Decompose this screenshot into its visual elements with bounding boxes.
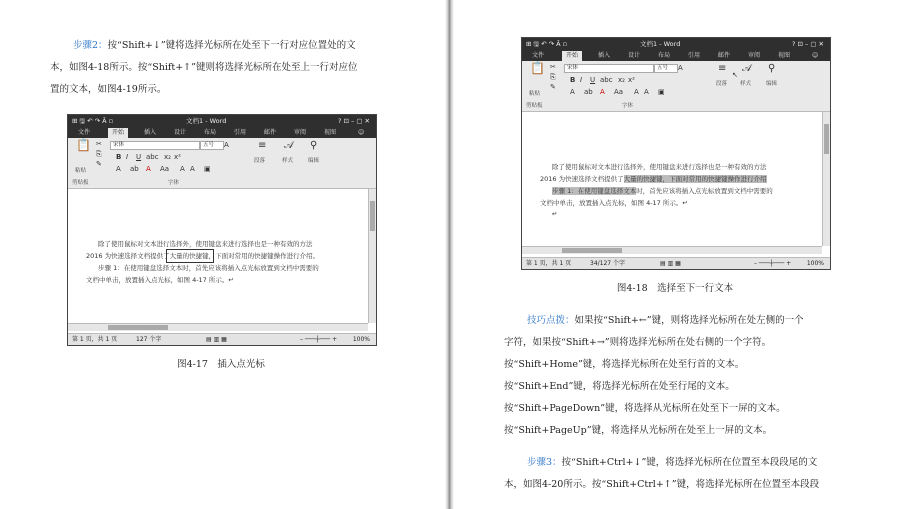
- window-controls[interactable]: ? ⊡ – ▢ ✕: [338, 117, 370, 125]
- tab-references[interactable]: 引用: [234, 129, 247, 136]
- change-case-icon[interactable]: A: [224, 141, 229, 149]
- italic-icon[interactable]: I: [580, 76, 583, 84]
- subscript-icon[interactable]: x₂: [618, 76, 625, 84]
- selection: 大量的快捷键，下面对常用的快捷键操作进行介绍: [623, 175, 767, 183]
- superscript-icon[interactable]: x²: [628, 76, 635, 84]
- zoom-level: 100%: [806, 260, 824, 267]
- zoom-slider[interactable]: – ───┼─── +: [754, 260, 792, 267]
- smiley-icon[interactable]: ☺: [358, 129, 365, 136]
- clipboard-group-label: 剪贴板: [72, 180, 89, 186]
- tab-mailings[interactable]: 邮件: [264, 129, 277, 136]
- superscript-icon[interactable]: x²: [174, 153, 181, 161]
- figure-caption-4-17: 图4-17 插入点光标: [177, 359, 265, 370]
- status-bar: [68, 333, 376, 345]
- text-effects-icon[interactable]: A: [570, 88, 575, 96]
- format-painter-icon[interactable]: ✎: [550, 83, 556, 91]
- shrink-font-icon[interactable]: A: [190, 165, 195, 173]
- scroll-thumb[interactable]: [824, 124, 829, 154]
- tips-line-2: 字符，如果按“Shift+→”则将选择光标所在处右侧的一个字符。: [504, 337, 772, 348]
- tips-line-6: 按“Shift+PageUp”键，将选择从光标所在处至上一屏的文本。: [504, 425, 773, 436]
- bold-icon[interactable]: B: [570, 76, 576, 84]
- font-name-box[interactable]: 宋体: [564, 64, 654, 73]
- find-icon[interactable]: ⚲: [768, 63, 776, 74]
- scroll-thumb[interactable]: [370, 201, 375, 231]
- quick-access-toolbar[interactable]: ⊞ 🖫 ↶ ↷ Ā ▫: [526, 40, 568, 48]
- change-case-aa-icon[interactable]: Aa: [614, 88, 624, 96]
- tips-line-3: 按“Shift+Home”键，将选择光标所在处至行首的文本。: [504, 359, 745, 370]
- font-group-label: 字体: [622, 103, 634, 109]
- tab-home[interactable]: 开始: [108, 128, 128, 138]
- font-size-box[interactable]: 五号: [200, 141, 224, 150]
- step2-line-1: 步骤2：按“Shift+↓”键将选择光标所在处至下一行对应位置处的文: [73, 40, 356, 51]
- figure-caption-4-18: 图4-18 选择至下一行文本: [616, 283, 734, 294]
- step2-line-3: 置的文本，如图4-19所示。: [50, 84, 167, 95]
- change-case-icon[interactable]: A: [678, 64, 683, 72]
- font-color-icon[interactable]: A: [146, 165, 151, 173]
- tips-line-5: 按“Shift+PageDown”键，将选择从光标所在处至下一屏的文本。: [504, 403, 786, 414]
- copy-icon[interactable]: ⎘: [550, 73, 556, 81]
- step3-line-1: 步骤3：按“Shift+Ctrl+↓”键，将选择光标所在位置至本段段尾的文: [527, 457, 818, 468]
- format-painter-icon[interactable]: ✎: [96, 160, 102, 168]
- cut-icon[interactable]: ✂: [550, 63, 556, 71]
- grow-font-icon[interactable]: A: [634, 88, 639, 96]
- styles-icon[interactable]: 𝒜: [742, 63, 752, 74]
- strikethrough-icon[interactable]: abc: [600, 76, 613, 84]
- left-page: [0, 0, 445, 509]
- underline-icon[interactable]: U: [590, 76, 596, 84]
- tab-file[interactable]: 文件: [532, 52, 545, 59]
- doc-line-1: 除了使用鼠标对文本进行选择外，使用键盘来进行选择也是一种有效的方法: [552, 163, 767, 171]
- highlight-icon[interactable]: ab: [130, 165, 139, 173]
- editing-group-label: 编辑: [766, 81, 778, 87]
- char-border-icon[interactable]: ▣: [658, 88, 665, 96]
- quick-access-toolbar[interactable]: ⊞ 🖫 ↶ ↷ Ā ▫: [72, 117, 114, 125]
- styles-icon[interactable]: 𝒜: [284, 140, 294, 151]
- status-page: 第 1 页，共 1 页: [526, 260, 572, 267]
- horizontal-scrollbar[interactable]: [68, 323, 368, 331]
- change-case-aa-icon[interactable]: Aa: [160, 165, 170, 173]
- bold-icon[interactable]: B: [116, 153, 122, 161]
- doc-line-4: 文档中单击，放置插入点光标，如图 4-17 所示。↵: [540, 199, 688, 207]
- document-area[interactable]: [522, 112, 822, 246]
- hscroll-thumb[interactable]: [562, 248, 622, 253]
- window-title: 文档1 - Word: [640, 40, 681, 48]
- status-bar: [522, 257, 830, 269]
- clipboard-group-label: 剪贴板: [526, 103, 543, 109]
- title-bar: [522, 38, 830, 50]
- char-border-icon[interactable]: ▣: [204, 165, 211, 173]
- paragraph-icon[interactable]: ≡: [718, 63, 727, 74]
- styles-group-label: 样式: [282, 158, 294, 164]
- tab-insert[interactable]: 插入: [144, 129, 157, 136]
- doc-line-2: 2016 为快速选择文档提供了大量的快捷键，下面对常用的快捷键操作进行介绍: [540, 175, 767, 183]
- tab-references[interactable]: 引用: [688, 52, 701, 59]
- font-color-icon[interactable]: A: [600, 88, 605, 96]
- view-buttons[interactable]: ▤ ▥ ▦: [206, 336, 227, 343]
- cut-icon[interactable]: ✂: [96, 140, 102, 148]
- doc-line-2: 2016 为快速选择文档提供了大量的快捷键，下面对常用的快捷键操作进行介绍。: [86, 252, 320, 260]
- selection: 步骤 1：在使用键盘选择文本: [552, 187, 637, 195]
- step3-label: 步骤3：: [527, 457, 562, 468]
- tab-review[interactable]: 审阅: [294, 129, 307, 136]
- paste-label: 粘贴: [75, 168, 87, 174]
- styles-group-label: 样式: [740, 81, 752, 87]
- right-page: [454, 0, 898, 509]
- tab-mailings[interactable]: 邮件: [718, 52, 731, 59]
- step3-line-2: 本，如图4-20所示。按“Shift+Ctrl+↑”键，将选择光标所在位置至本段段: [504, 479, 820, 490]
- word-window-fig-4-18: [521, 37, 831, 270]
- font-size-box[interactable]: 五号: [654, 64, 678, 73]
- hscroll-thumb[interactable]: [108, 325, 168, 330]
- ribbon-tabs: [68, 127, 376, 138]
- doc-line-5: ↵: [552, 210, 558, 218]
- subscript-icon[interactable]: x₂: [164, 153, 171, 161]
- status-page: 第 1 页，共 1 页: [72, 336, 118, 343]
- doc-line-4: 文档中单击，放置插入点光标，如图 4-17 所示。↵: [86, 276, 234, 284]
- paste-icon[interactable]: 📋: [76, 138, 91, 152]
- vertical-scrollbar[interactable]: [368, 189, 376, 323]
- insertion-point-box: [166, 249, 214, 263]
- tab-review[interactable]: 审阅: [748, 52, 761, 59]
- window-controls[interactable]: ? ⊡ – ▢ ✕: [792, 40, 824, 48]
- paragraph-icon[interactable]: ≡: [258, 140, 267, 151]
- tab-home[interactable]: 开始: [562, 51, 582, 61]
- mouse-cursor-icon: ↖: [732, 71, 738, 79]
- status-words: 34/127 个字: [590, 260, 626, 267]
- page-gutter: [445, 0, 454, 509]
- paste-icon[interactable]: 📋: [530, 61, 545, 75]
- ribbon-home: [68, 138, 376, 189]
- status-words: 127 个字: [136, 336, 162, 343]
- tips-line-4: 按“Shift+End”键，将选择光标所在处至行尾的文本。: [504, 381, 735, 392]
- title-bar: [68, 115, 376, 127]
- word-window-fig-4-17: [67, 114, 377, 346]
- tips-line-1: 技巧点拨：如果按“Shift+←”键，则将选择光标所在处左侧的一个: [527, 315, 804, 326]
- zoom-level: 100%: [352, 336, 370, 343]
- tab-insert[interactable]: 插入: [598, 52, 611, 59]
- horizontal-scrollbar[interactable]: [522, 246, 822, 254]
- tab-file[interactable]: 文件: [78, 129, 91, 136]
- tips-label: 技巧点拨：: [527, 315, 575, 326]
- paragraph-group-label: 段落: [254, 158, 266, 164]
- font-group-label: 字体: [168, 180, 180, 186]
- text-effects-icon[interactable]: A: [116, 165, 121, 173]
- view-buttons[interactable]: ▤ ▥ ▦: [660, 260, 681, 267]
- ribbon-tabs: [522, 50, 830, 61]
- doc-line-3: 步骤 1：在使用键盘选择文本时，首先应该将插入点光标放置到文档中需要的: [552, 187, 773, 195]
- tab-view[interactable]: 视图: [324, 129, 337, 136]
- doc-line-1: 除了使用鼠标对文本进行选择外，使用键盘来进行选择也是一种有效的方法: [98, 240, 313, 248]
- font-name-box[interactable]: 宋体: [110, 141, 200, 150]
- step2-label: 步骤2：: [73, 40, 108, 51]
- editing-group-label: 编辑: [308, 158, 320, 164]
- tab-layout[interactable]: 布局: [204, 129, 217, 136]
- vertical-scrollbar[interactable]: [822, 112, 830, 246]
- italic-icon[interactable]: I: [126, 153, 129, 161]
- shrink-font-icon[interactable]: A: [644, 88, 649, 96]
- step2-line-2: 本，如图4-18所示。按“Shift+↑”键则将选择光标所在处至上一行对应位: [50, 62, 358, 73]
- underline-icon[interactable]: U: [136, 153, 142, 161]
- strikethrough-icon[interactable]: abc: [146, 153, 159, 161]
- paste-label: 粘贴: [529, 91, 541, 97]
- copy-icon[interactable]: ⎘: [96, 150, 102, 158]
- tab-layout[interactable]: 布局: [658, 52, 671, 59]
- find-icon[interactable]: ⚲: [310, 140, 318, 151]
- paragraph-group-label: 段落: [716, 81, 728, 87]
- tab-design[interactable]: 设计: [628, 52, 641, 59]
- tab-design[interactable]: 设计: [174, 129, 187, 136]
- document-area[interactable]: [68, 189, 368, 323]
- tab-view[interactable]: 视图: [778, 52, 791, 59]
- window-title: 文档1 - Word: [186, 117, 227, 125]
- ribbon-home: [522, 61, 830, 112]
- highlight-icon[interactable]: ab: [584, 88, 593, 96]
- doc-line-3: 步骤 1：在使用键盘选择文本时，首先应该将插入点光标放置到文档中需要的: [98, 264, 319, 272]
- zoom-slider[interactable]: – ───┼─── +: [300, 336, 338, 343]
- smiley-icon[interactable]: ☺: [812, 52, 819, 59]
- grow-font-icon[interactable]: A: [180, 165, 185, 173]
